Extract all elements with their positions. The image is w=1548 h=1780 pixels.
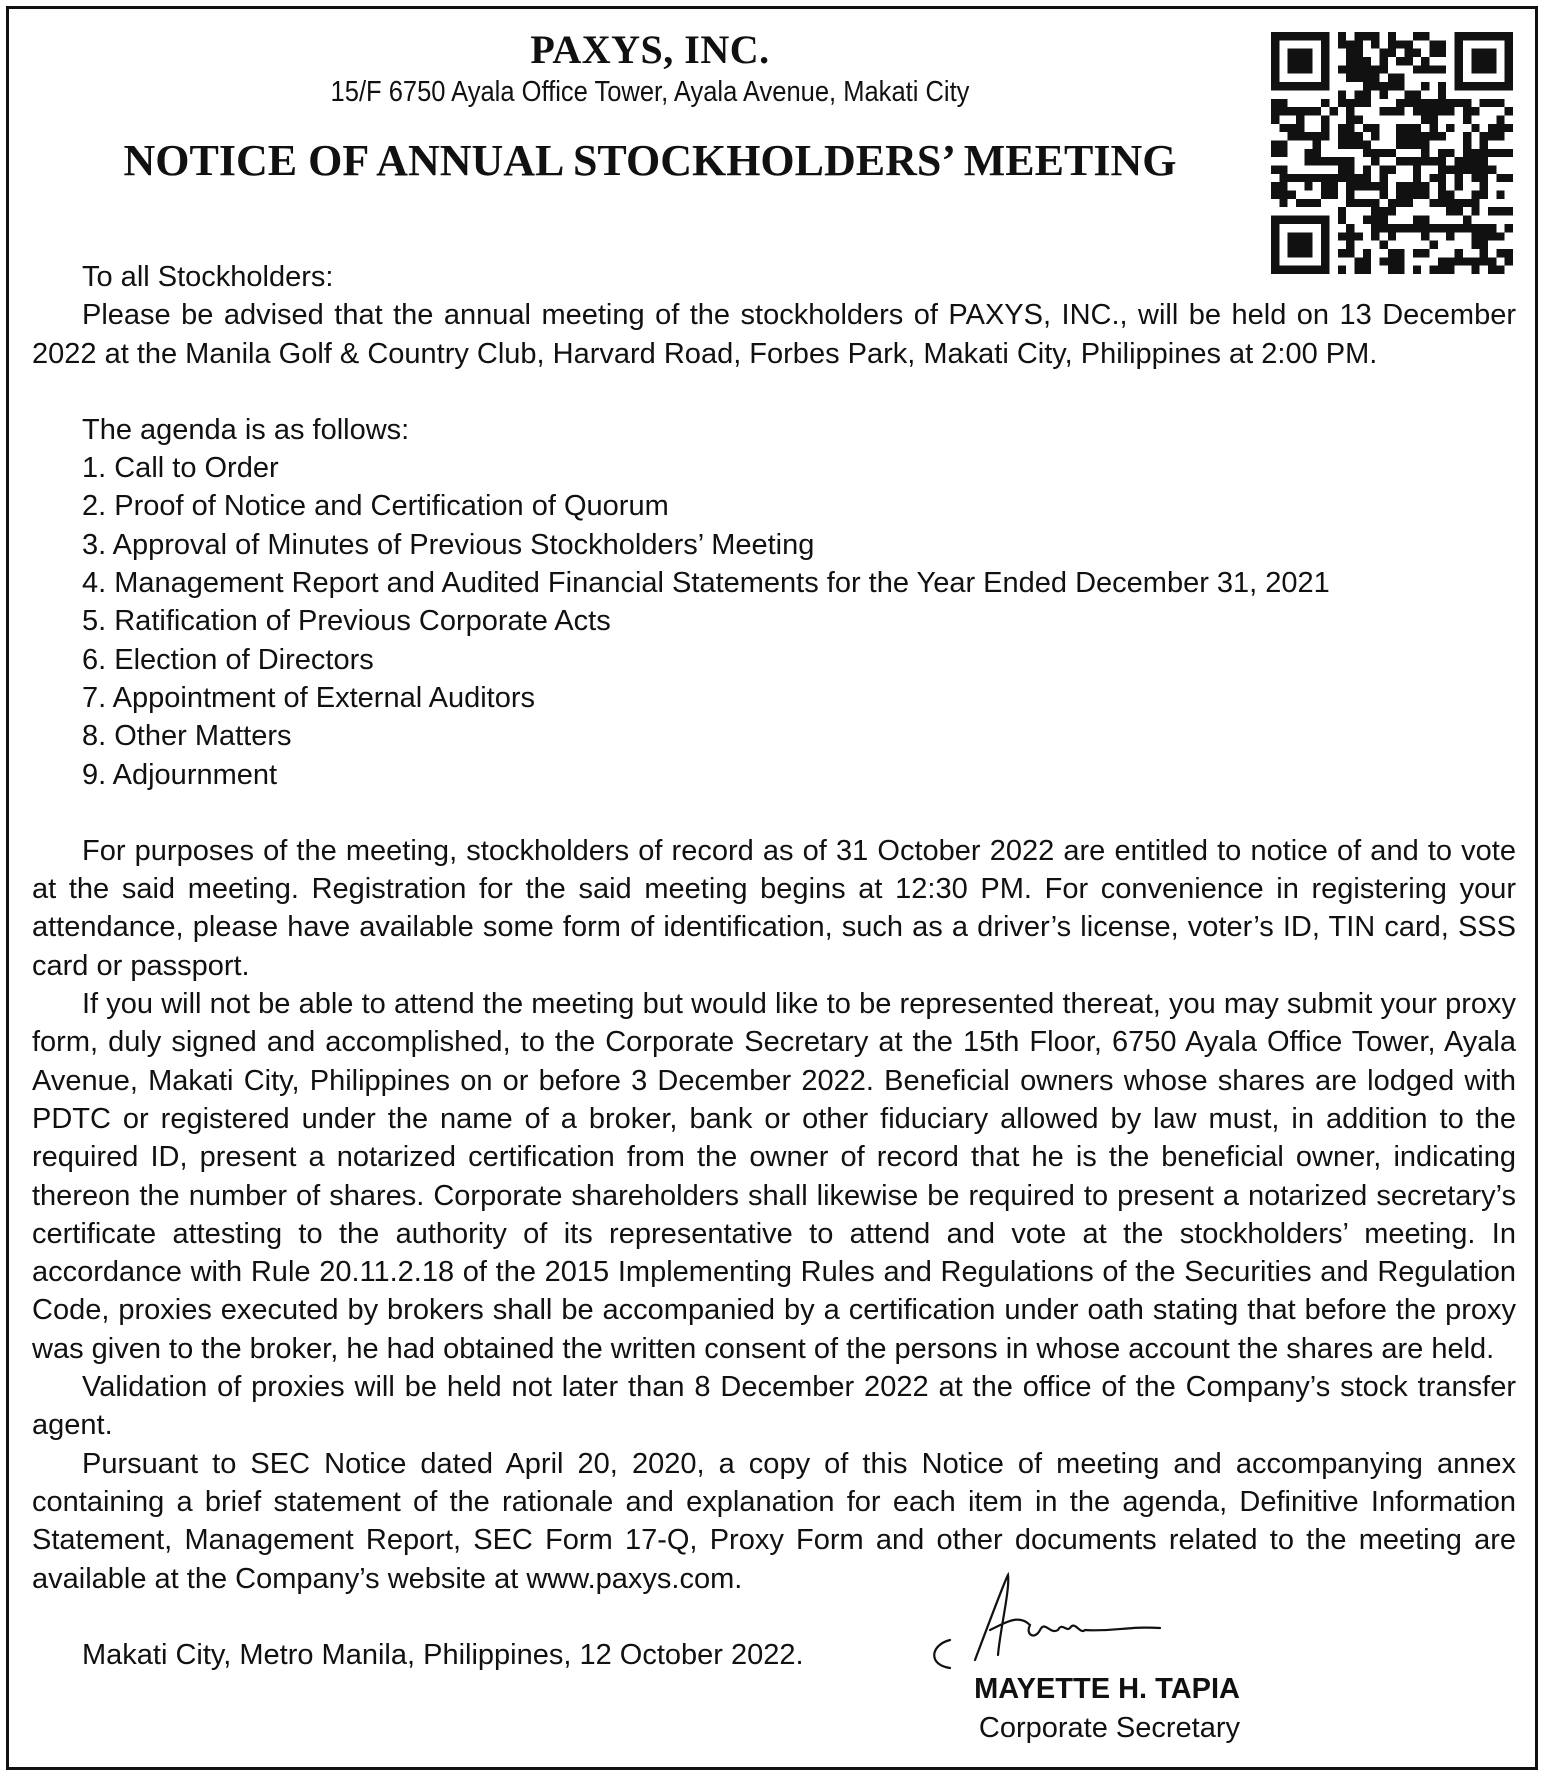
record-date-paragraph: For purposes of the meeting, stockholders of record as of 31 October 2022 are entitled to notice of and to vote at the said meeting. Registration for the said meeting begins at 12:30 PM. For convenience in registering your attendance, please have available some form of identification, such as a driver’s license, voter’s ID, TIN card, SSS card or passport. (32, 834, 1516, 982)
agenda-item: 5. Ratification of Previous Corporate Acts (82, 605, 611, 638)
notice-title: NOTICE OF ANNUAL STOCKHOLDERS’ MEETING (123, 136, 1177, 185)
agenda-item: 2. Proof of Notice and Certification of Quorum (82, 490, 669, 523)
salutation: To all Stockholders: (82, 261, 334, 293)
qr-code-icon (1268, 32, 1516, 274)
dateline: Makati City, Metro Manila, Philippines, 12 October 2022. (82, 1638, 804, 1671)
agenda-item: 3. Approval of Minutes of Previous Stockholders’ Meeting (82, 528, 815, 561)
signature-icon (920, 1560, 1180, 1680)
notice-body (32, 258, 1516, 1674)
signatory-name: MAYETTE H. TAPIA (974, 1673, 1240, 1705)
agenda-item: 8. Other Matters (82, 720, 292, 753)
company-address: 15/F 6750 Ayala Office Tower, Ayala Avenue, Makati City (330, 76, 970, 108)
validation-paragraph: Validation of proxies will be held not later than 8 December 2022 at the office of the Company’s stock transfer agent. (32, 1371, 1516, 1442)
intro-paragraph: Please be advised that the annual meeting of the stockholders of PAXYS, INC., will be held on 13 December 2022 at the Manila Golf & Country Club, Harvard Road, Forbes Park, Makati City, Philippines at 2:00 PM. (32, 299, 1516, 370)
agenda-item: 9. Adjournment (82, 758, 278, 791)
agenda-list (32, 449, 1516, 794)
agenda-item: 7. Appointment of External Auditors (82, 681, 535, 714)
agenda-item: 6. Election of Directors (82, 643, 374, 676)
signatory-role: Corporate Secretary (978, 1712, 1240, 1744)
agenda-heading: The agenda is as follows: (82, 413, 410, 446)
agenda-item: 1. Call to Order (82, 452, 279, 485)
proxy-paragraph: If you will not be able to attend the meeting but would like to be represented thereat, you may submit your proxy form, duly signed and accomplished, to the Corporate Secretary at the 15th Floor, 6750 Ayala Office Tower, Ayala Avenue, Makati City, Philippines on or before 3 December 2022. Beneficial owners whose shares are lodged with PDTC or registered under the name of a broker, bank or other fiduciary allowed by law must, in addition to the required ID, present a notarized certification from the owner of record that he is the beneficial owner, indicating thereon the number of shares. Corporate shareholders shall likewise be required to present a notarized secretary’s certificate attesting to the authority of its representative to attend and vote at the stockholders’ meeting. In accordance with Rule 20.11.2.18 of the 2015 Implementing Rules and Regulations of the Securities and Regulation Code, proxies executed by brokers shall be accompanied by a certification under oath stating that before the proxy was given to the broker, he had obtained the written consent of the persons in whose account the shares are held. (32, 988, 1516, 1365)
sec-notice-paragraph: Pursuant to SEC Notice dated April 20, 2020, a copy of this Notice of meeting and accompanying annex containing a brief statement of the rationale and explanation for each item in the agenda, Definitive Information Statement, Management Report, SEC Form 17-Q, Proxy Form and other documents related to the meeting are available at the Company’s website at www.paxys.com. (32, 1447, 1516, 1595)
agenda-item: 4. Management Report and Audited Financial Statements for the Year Ended December 31, 2021 (82, 567, 1330, 600)
company-name: PAXYS, INC. (530, 27, 770, 72)
